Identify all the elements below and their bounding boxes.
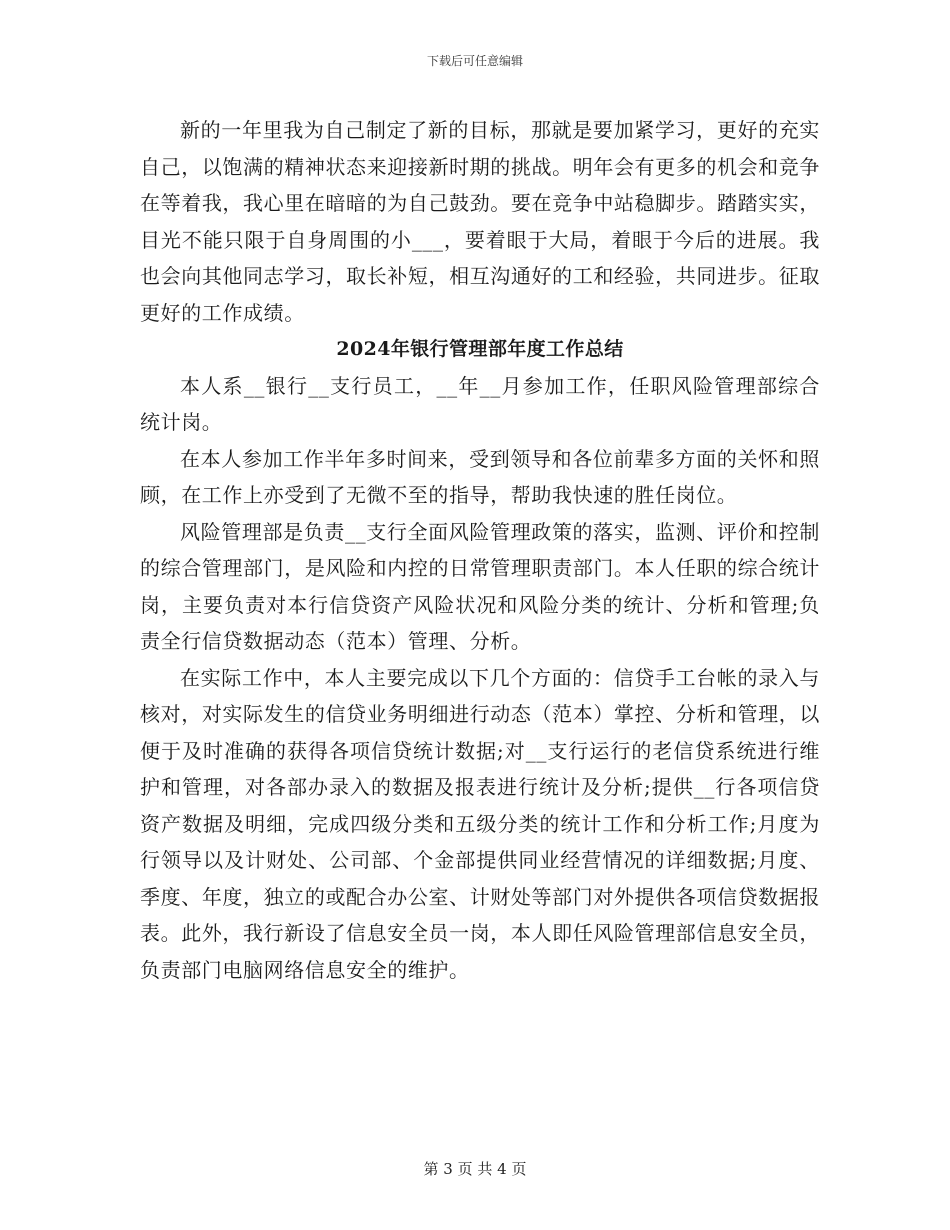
document-body [140, 112, 820, 988]
paragraph-3: 风险管理部是负责__支行全面风险管理政策的落实，监测、评价和控制的综合管理部门，是风险和内控的日常管理职责部门。本人任职的综合统计岗，主要负责对本行信贷资产风险状况和风险分类的统计、分析和管理;负责全行信贷数据动态（范本）管理、分析。 [140, 519, 820, 653]
intro-paragraph: 新的一年里我为自己制定了新的目标，那就是要加紧学习，更好的充实自己，以饱满的精神状态来迎接新时期的挑战。明年会有更多的机会和竞争在等着我，我心里在暗暗的为自己鼓劲。要在竞争中站稳脚步。踏踏实实，目光不能只限于自身周围的小___，要着眼于大局，着眼于今后的进展。我也会向其他同志学习，取长补短，相互沟通好的工和经验，共同进步。征取更好的工作成绩。 [140, 118, 820, 325]
paragraph-2: 在本人参加工作半年多时间来，受到领导和各位前辈多方面的关怀和照顾，在工作上亦受到了无微不至的指导，帮助我快速的胜任岗位。 [140, 446, 820, 507]
paragraph-4: 在实际工作中，本人主要完成以下几个方面的：信贷手工台帐的录入与核对，对实际发生的信贷业务明细进行动态（范本）掌控、分析和管理，以便于及时准确的获得各项信贷统计数据;对__支行运行的老信贷系统进行维护和管理，对各部办录入的数据及报表进行统计及分析;提供__行各项信贷资产数据及明细，完成四级分类和五级分类的统计工作和分析工作;月度为行领导以及计财处、公司部、个金部提供同业经营情况的详细数据;月度、季度、年度，独立的或配合办公室、计财处等部门对外提供各项信贷数据报表。此外，我行新设了信息安全员一岗，本人即任风险管理部信息安全员，负责部门电脑网络信息安全的维护。 [140, 665, 820, 982]
paragraph-1: 本人系__银行__支行员工，__年__月参加工作，任职风险管理部综合统计岗。 [140, 373, 820, 434]
page-footer: 第 3 页 共 4 页 [423, 1160, 527, 1178]
page-header: 下载后可任意编辑 [426, 54, 523, 68]
section-title: 2024年银行管理部年度工作总结 [336, 338, 624, 360]
